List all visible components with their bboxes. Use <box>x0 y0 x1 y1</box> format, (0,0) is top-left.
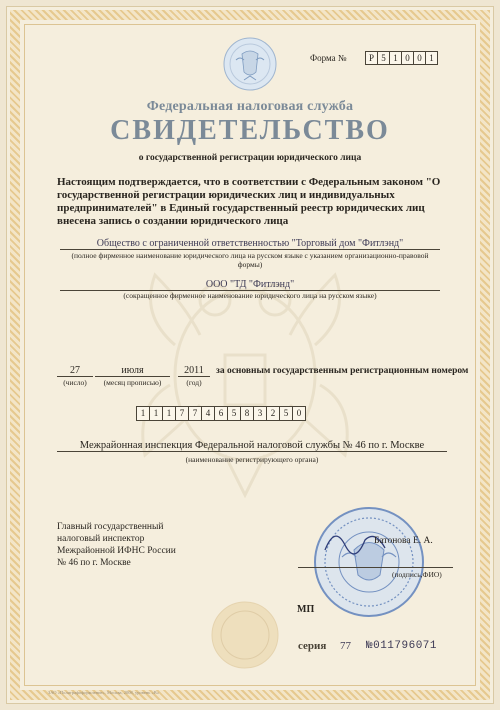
ogrn-digit: 3 <box>253 406 267 421</box>
series-label: серия <box>298 640 327 652</box>
registration-day: 27 <box>57 365 93 377</box>
printer-imprint: ЗАО «Полиграфоформление», Москва, 2008, уровень «В» <box>48 690 159 695</box>
ogrn-digit: 4 <box>201 406 215 421</box>
ogrn-digit: 1 <box>149 406 163 421</box>
inspector-position-line: Межрайонной ИФНС России <box>57 546 176 556</box>
registration-year-caption: (год) <box>186 378 202 387</box>
form-number-cell: 0 <box>413 51 426 65</box>
ogrn-digit: 5 <box>279 406 293 421</box>
blank-number: №011796071 <box>366 640 438 652</box>
registration-number-label: за основным государственным регистрационным номером <box>216 366 469 376</box>
registration-year: 2011 <box>178 365 210 377</box>
signature-caption: (подпись,ФИО) <box>392 570 442 579</box>
ogrn-cells <box>137 406 306 421</box>
inspector-position <box>57 521 176 569</box>
form-number-cell: 5 <box>377 51 390 65</box>
signer-name: Батонова Е. А. <box>374 536 433 546</box>
ogrn-digit: 6 <box>214 406 228 421</box>
ogrn-digit: 5 <box>227 406 241 421</box>
ogrn-digit: 1 <box>162 406 176 421</box>
full-company-name-caption: (полное фирменное наименование юридического лица на русском языке с указанием организационно-правовой формы) <box>71 251 429 269</box>
ogrn-digit: 8 <box>240 406 254 421</box>
seal-place-mark: МП <box>297 604 315 615</box>
form-number-cell: 0 <box>401 51 414 65</box>
registration-month-caption: (месяц прописью) <box>103 378 162 387</box>
issuer-name: Федеральная налоговая служба <box>146 99 354 114</box>
registration-day-caption: (число) <box>63 378 87 387</box>
ogrn-digit: 1 <box>136 406 150 421</box>
ogrn-digit: 0 <box>292 406 306 421</box>
inspector-position-line: № 46 по г. Москве <box>57 558 131 568</box>
ogrn-digit: 7 <box>188 406 202 421</box>
form-number-cell: Р <box>365 51 378 65</box>
short-company-name: ООО "ТД "Фитлэнд" <box>60 279 440 291</box>
registering-authority-caption: (наименование регистрирующего органа) <box>185 455 319 464</box>
form-number-cell: 1 <box>425 51 438 65</box>
form-number-cells <box>366 51 438 65</box>
signature-line <box>298 567 453 568</box>
form-number-cell: 1 <box>389 51 402 65</box>
ogrn-digit: 7 <box>175 406 189 421</box>
intro-paragraph: Настоящим подтверждается, что в соответствии с Федеральным законом "О государственной регистрации юридических лиц и индивидуальных предпринимателей" в Единый государственный реестр юридических лиц внесена запись о создании юридического лица <box>57 176 441 227</box>
inspector-position-line: налоговый инспектор <box>57 534 145 544</box>
inspector-position-line: Главный государственный <box>57 522 164 532</box>
short-company-name-caption: (сокращенное фирменное наименование юридического лица на русском языке) <box>123 291 377 300</box>
form-number-label: Форма № <box>310 53 347 63</box>
ogrn-digit: 2 <box>266 406 280 421</box>
fns-emblem-icon <box>222 36 278 92</box>
full-company-name: Общество с ограниченной ответственностью "Торговый дом "Фитлэнд" <box>60 238 440 250</box>
series-value: 77 <box>340 640 351 652</box>
registration-month: июля <box>95 365 170 377</box>
registering-authority: Межрайонная инспекция Федеральной налоговой службы № 46 по г. Москве <box>57 440 447 452</box>
hologram-seal-icon <box>210 600 280 670</box>
document-subtitle: о государственной регистрации юридического лица <box>138 153 362 163</box>
document-title: СВИДЕТЕЛЬСТВО <box>110 115 390 146</box>
